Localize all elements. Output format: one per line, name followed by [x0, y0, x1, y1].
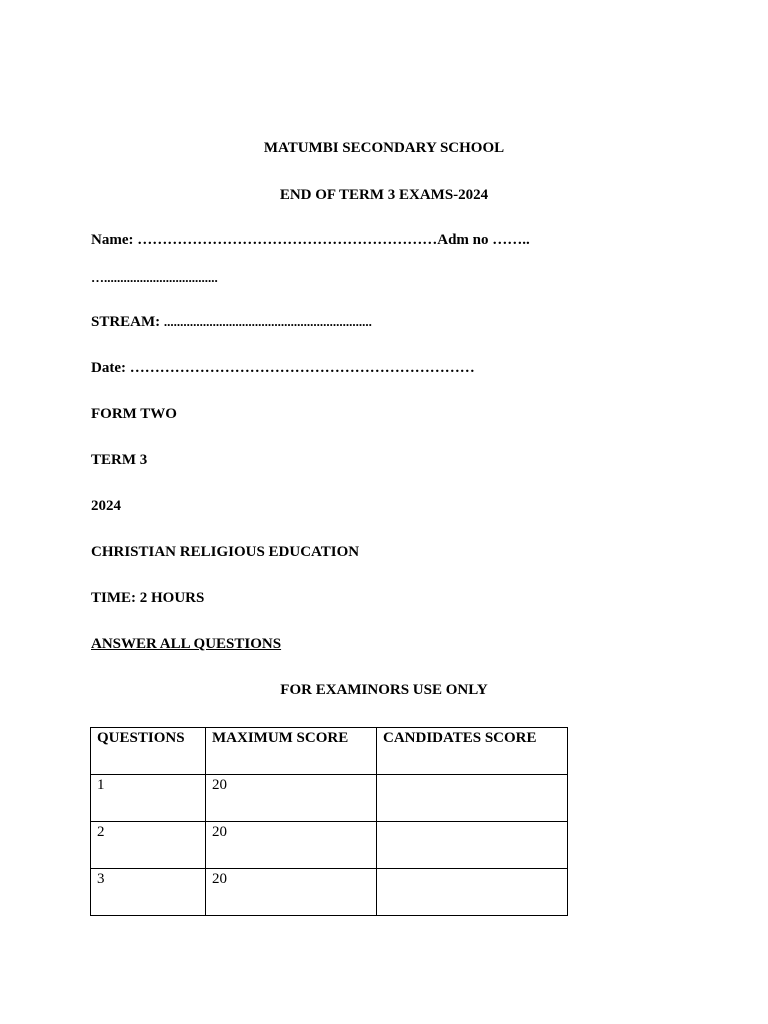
column-header-questions: QUESTIONS: [91, 728, 206, 775]
table-row: [91, 775, 568, 822]
instruction-text: ANSWER ALL QUESTIONS: [91, 636, 282, 652]
stream-label: STREAM:: [91, 314, 161, 330]
column-header-maximum-score: MAXIMUM SCORE: [206, 728, 377, 775]
name-field-line: [91, 231, 530, 249]
adm-continuation-blank: …...................................: [91, 270, 218, 285]
score-table: [90, 727, 568, 916]
examiners-heading: FOR EXAMINORS USE ONLY: [280, 682, 488, 698]
date-blank: ……………………………………………………………: [129, 360, 475, 376]
max-score-cell: 20: [206, 822, 377, 869]
question-number-cell: 1: [91, 775, 206, 822]
adm-label: Adm no: [437, 232, 489, 248]
stream-field-line: [91, 313, 372, 331]
exam-title: END OF TERM 3 EXAMS-2024: [279, 187, 489, 203]
date-label: Date:: [91, 360, 126, 376]
name-blank: ……………………………………………………: [137, 232, 438, 248]
column-header-candidates-score: CANDIDATES SCORE: [377, 728, 568, 775]
date-field-line: [91, 359, 475, 377]
question-number-cell: 3: [91, 869, 206, 916]
candidate-score-cell: [377, 775, 568, 822]
name-label: Name:: [91, 232, 134, 248]
candidate-score-cell: [377, 869, 568, 916]
stream-blank: ................................................................: [163, 314, 372, 329]
term-label: TERM 3: [91, 452, 148, 468]
form-level: FORM TWO: [91, 406, 177, 422]
school-name: MATUMBI SECONDARY SCHOOL: [263, 140, 505, 156]
adm-blank: ……..: [492, 232, 530, 248]
year-label: 2024: [91, 498, 121, 514]
max-score-cell: 20: [206, 775, 377, 822]
time-allowed: TIME: 2 HOURS: [91, 590, 205, 606]
table-header-row: [91, 728, 568, 775]
subject-title: CHRISTIAN RELIGIOUS EDUCATION: [91, 544, 360, 560]
table-row: [91, 869, 568, 916]
table-row: [91, 822, 568, 869]
candidate-score-cell: [377, 822, 568, 869]
question-number-cell: 2: [91, 822, 206, 869]
max-score-cell: 20: [206, 869, 377, 916]
